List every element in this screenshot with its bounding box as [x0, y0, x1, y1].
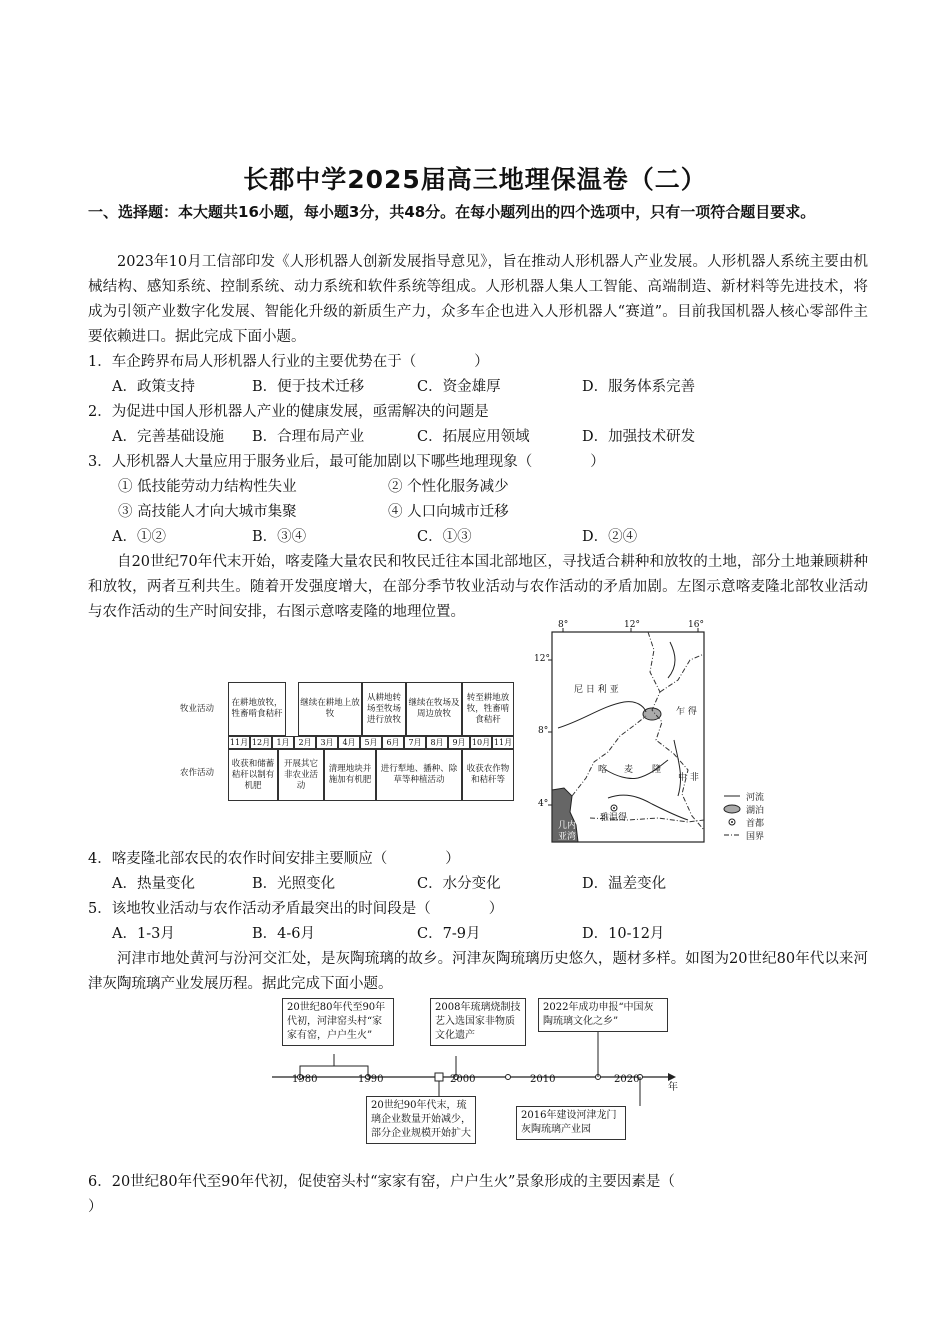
month-cell: 7月	[404, 736, 426, 749]
q4-option-d[interactable]: D．温差变化	[582, 876, 667, 892]
farming-cell: 进行犁地、播种、除草等种植活动	[376, 749, 462, 801]
label-chad: 乍 得	[676, 707, 697, 717]
month-cell: 1月	[272, 736, 294, 749]
legend-capital-label: 首都	[746, 819, 765, 829]
q1-option-d[interactable]: D．服务体系完善	[582, 379, 696, 395]
q3-option-d[interactable]: D．②④	[582, 529, 638, 545]
schedule-figure	[180, 674, 516, 802]
q5-option-c[interactable]: C．7-9月	[417, 926, 481, 942]
event-2016: 2016年建设河津龙门灰陶琉璃产业园	[516, 1106, 626, 1140]
row-label-farming: 农作活动	[180, 768, 215, 778]
pastoral-cell: 在耕地放牧，牲畜啃食秸秆	[228, 682, 286, 736]
question-3-stem: 3．人形机器人大量应用于服务业后，最可能加剧以下哪些地理现象（ ）	[88, 454, 605, 470]
label-cameroon: 喀	[598, 765, 608, 775]
month-cell: 9月	[448, 736, 470, 749]
q2-option-b[interactable]: B．合理布局产业	[252, 429, 365, 445]
farming-cell: 开展其它非农业活动	[278, 749, 324, 801]
q3-option-c[interactable]: C．①③	[417, 529, 472, 545]
month-cell: 3月	[316, 736, 338, 749]
question-5-stem: 5．该地牧业活动与农作活动矛盾最突出的时间段是（ ）	[88, 901, 504, 917]
legend-lake-label: 湖泊	[746, 806, 765, 816]
timeline-figure	[268, 994, 688, 1154]
lat-label: 8°	[538, 726, 549, 736]
question-6-stem-end: ）	[88, 1199, 103, 1215]
label-gulf: 亚湾	[558, 832, 577, 842]
q5-option-d[interactable]: D．10-12月	[582, 926, 665, 942]
lat-label: 4°	[538, 799, 549, 809]
month-cell: 10月	[471, 738, 491, 747]
page-title: 长郡中学2025届高三地理保温卷（二）	[243, 165, 707, 194]
section-heading: 一、选择题：本大题共16小题，每小题3分，共48分。在每小题列出的四个选项中，只有一项符合题目要求。	[88, 203, 816, 221]
q3-statement-2: ② 个性化服务减少	[388, 479, 509, 495]
lon-label: 12°	[624, 620, 640, 630]
q4-option-b[interactable]: B．光照变化	[252, 876, 336, 892]
event-1980s: 20世纪80年代至90年代初，河津窑头村“家家有窑，户户生火”	[282, 998, 394, 1046]
q2-option-a[interactable]: A．完善基础设施	[112, 429, 224, 445]
label-nigeria: 尼 日 利 亚	[574, 685, 619, 695]
year-label: 1980	[292, 1074, 318, 1085]
q3-statement-3: ③ 高技能人才向大城市集聚	[118, 504, 297, 520]
passage-cameroon: 自20世纪70年代末开始，喀麦隆大量农民和牧民迁往本国北部地区，寻找适合耕种和放牧的土地，部分土地兼顾耕种和放牧，两者互利共生。随着开发强度增大，在部分季节牧业活动与农作活动的矛盾加剧。左图示意喀麦隆北部牧业活动与农作活动的生产时间安排，右图示意喀麦隆的地理位置。	[88, 554, 868, 620]
legend-boundary-label: 国界	[746, 832, 765, 842]
q1-option-c[interactable]: C．资金雄厚	[417, 379, 501, 395]
farming-cell: 收获和储蓄秸秆以制有机肥	[228, 749, 278, 801]
event-1990s: 20世纪90年代末，琉璃企业数量开始减少，部分企业规模开始扩大	[366, 1096, 476, 1144]
legend-lake-icon	[724, 805, 740, 813]
label-yaounde: 雅温得	[600, 813, 628, 823]
month-cell: 4月	[338, 736, 360, 749]
label-gulf: 几内	[558, 821, 577, 831]
q2-option-d[interactable]: D．加强技术研发	[582, 429, 696, 445]
pastoral-cell: 继续在牧场及周边放牧	[406, 682, 462, 736]
month-cell: 11月	[229, 738, 249, 747]
map-frame	[552, 632, 704, 842]
pastoral-cell: 转至耕地放牧，牲畜啃食秸秆	[462, 682, 514, 736]
legend-river-label: 河流	[746, 793, 765, 803]
lat-label: 12°	[534, 654, 550, 664]
q5-option-b[interactable]: B．4-6月	[252, 926, 316, 942]
question-4-stem: 4．喀麦隆北部农民的农作时间安排主要顺应（ ）	[88, 851, 460, 867]
passage-hejin: 河津市地处黄河与汾河交汇处，是灰陶琉璃的故乡。河津灰陶琉璃历史悠久，题材多样。如图为20世纪80年代以来河津灰陶琉璃产业发展历程。据此完成下面小题。	[88, 951, 868, 992]
month-cell: 11月	[493, 738, 513, 747]
label-cameroon: 麦	[624, 765, 634, 775]
q3-option-b[interactable]: B．③④	[252, 529, 307, 545]
label-cameroon: 隆	[652, 765, 662, 775]
month-cell: 12月	[251, 738, 271, 747]
q3-statement-1: ① 低技能劳动力结构性失业	[118, 479, 297, 495]
cameroon-map	[528, 620, 858, 845]
q2-option-c[interactable]: C．拓展应用领域	[417, 429, 530, 445]
farming-cell: 清理地块并施加有机肥	[324, 749, 376, 801]
year-label: 2000	[450, 1074, 476, 1085]
q1-option-a[interactable]: A．政策支持	[112, 379, 195, 395]
q3-statement-4: ④ 人口向城市迁移	[388, 504, 509, 520]
month-cell: 5月	[360, 736, 382, 749]
question-1-stem: 1．车企跨界布局人形机器人行业的主要优势在于（ ）	[88, 354, 489, 370]
q1-option-b[interactable]: B．便于技术迁移	[252, 379, 365, 395]
passage-robot: 2023年10月工信部印发《人形机器人创新发展指导意见》，旨在推动人形机器人产业发展。人形机器人系统主要由机械结构、感知系统、控制系统、动力系统和软件系统等组成。人形机器人集人工智能、高端制造、新材料等先进技术，将成为引领产业数字化发展、智能化升级的新质生产力，众多车企也进入人形机器人“赛道”。目前我国机器人核心零部件主要依赖进口。据此完成下面小题。	[88, 254, 868, 345]
month-cell: 6月	[382, 736, 404, 749]
year-unit: 年	[668, 1082, 678, 1093]
row-label-pastoral: 牧业活动	[180, 704, 215, 714]
year-label: 1990	[358, 1074, 384, 1085]
year-label: 2020	[614, 1074, 640, 1085]
q5-option-a[interactable]: A．1-3月	[112, 926, 175, 942]
question-6-stem: 6．20世纪80年代至90年代初，促使窑头村“家家有窑，户户生火”景象形成的主要因素是（	[88, 1174, 675, 1190]
q3-option-a[interactable]: A．①②	[112, 529, 166, 545]
event-2008: 2008年琉璃烧制技艺入选国家非物质文化遗产	[430, 998, 526, 1046]
map-graphic	[528, 620, 858, 845]
q4-option-a[interactable]: A．热量变化	[112, 876, 195, 892]
lon-label: 8°	[558, 620, 569, 630]
q4-option-c[interactable]: C．水分变化	[417, 876, 501, 892]
lon-label: 16°	[688, 620, 704, 630]
event-2022: 2022年成功申报“中国灰陶琉璃文化之乡”	[538, 998, 668, 1032]
year-label: 2010	[530, 1074, 556, 1085]
month-cell: 2月	[294, 736, 316, 749]
pastoral-cell: 从耕地转场至牧场进行放牧	[362, 682, 406, 736]
pastoral-cell: 继续在耕地上放牧	[298, 682, 362, 736]
month-cell: 8月	[426, 736, 448, 749]
label-car: 中 非	[678, 773, 699, 783]
question-2-stem: 2．为促进中国人形机器人产业的健康发展，亟需解决的问题是	[88, 404, 489, 420]
farming-cell: 收获农作物和秸秆等	[462, 749, 514, 801]
